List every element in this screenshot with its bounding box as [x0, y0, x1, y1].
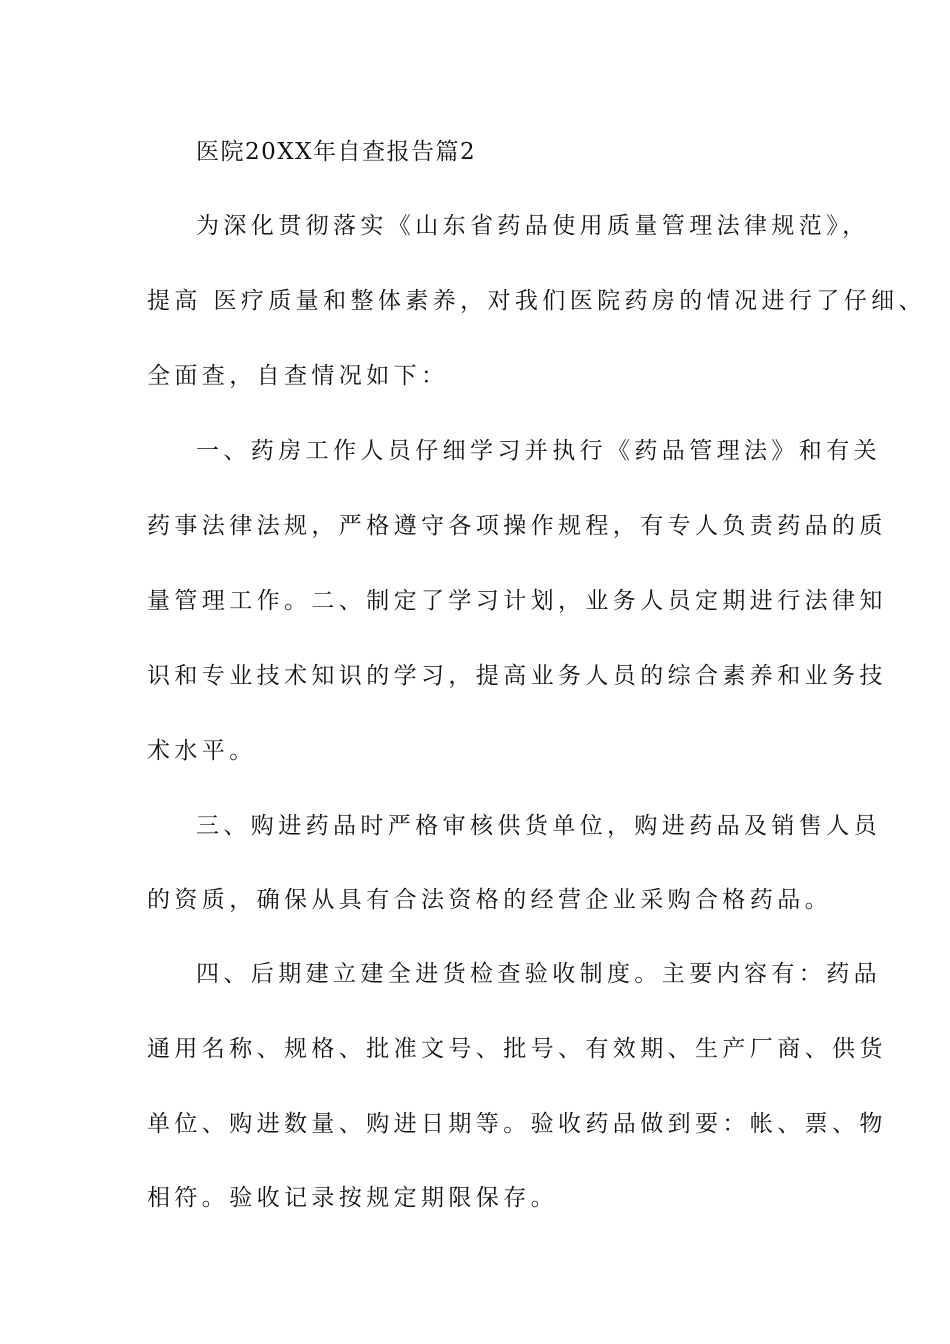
- paragraph-line: 识和专业技术知识的学习，提高业务人员的综合素养和业务技: [147, 663, 887, 689]
- paragraph-line: 为深化贯彻落实《山东省药品使用质量管理法律规范》，: [196, 213, 870, 239]
- paragraph-line: 药事法律法规，严格遵守各项操作规程，有专人负责药品的质: [147, 513, 887, 539]
- paragraph-line: 全面查，自查情况如下：: [147, 363, 449, 389]
- paragraph-line: 提高 医疗质量和整体素养，对我们医院药房的情况进行了仔细、: [147, 288, 926, 314]
- paragraph-line: 术水平。: [147, 738, 257, 764]
- paragraph-line: 的资质，确保从具有合法资格的经营企业采购合格药品。: [147, 887, 832, 913]
- document-title: 医院20XX年自查报告篇2: [196, 139, 477, 165]
- paragraph-line: 量管理工作。二、制定了学习计划，业务人员定期进行法律知: [147, 588, 887, 614]
- paragraph-line: 单位、购进数量、购进日期等。验收药品做到要：帐、票、物: [147, 1111, 887, 1137]
- paragraph-line: 三、购进药品时严格审核供货单位，购进药品及销售人员: [196, 813, 881, 839]
- paragraph-line: 通用名称、规格、批准文号、批号、有效期、生产厂商、供货: [147, 1036, 887, 1062]
- paragraph-line: 四、后期建立建全进货检查验收制度。主要内容有：药品: [196, 961, 881, 987]
- paragraph-line: 相符。验收记录按规定期限保存。: [147, 1185, 558, 1211]
- paragraph-line: 一、药房工作人员仔细学习并执行《药品管理法》和有关: [196, 438, 881, 464]
